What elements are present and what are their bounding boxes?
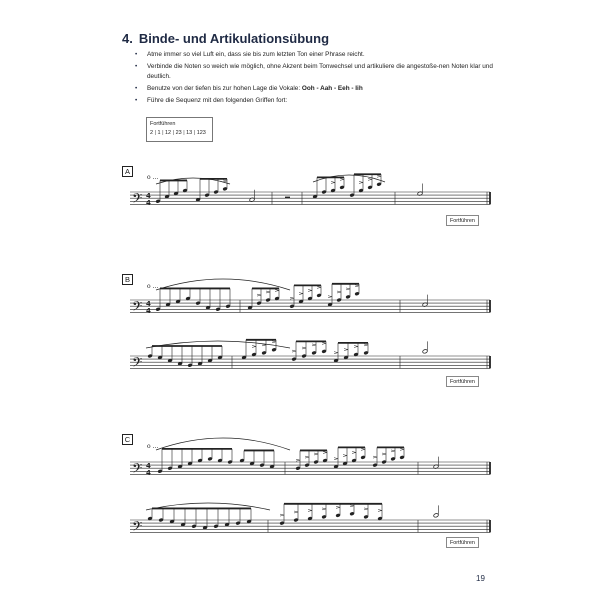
accent-mark: [272, 341, 276, 343]
time-signature: 4: [146, 468, 151, 477]
page-number: 19: [476, 574, 485, 583]
accent-mark: [354, 345, 358, 347]
accent-mark: [343, 455, 347, 457]
fingering-label: Fortführen: [150, 121, 176, 127]
grip: 23: [175, 130, 182, 136]
accent-mark: [322, 342, 326, 344]
staff-systems: [130, 174, 490, 537]
accent-mark: [355, 285, 359, 287]
bass-clef: 𝄢: [132, 460, 143, 480]
accent-mark: [346, 288, 350, 290]
grip-separator: |: [193, 130, 196, 136]
accent-mark: [391, 450, 395, 452]
accent-mark: [275, 289, 279, 291]
grip: 1: [157, 130, 161, 136]
accent-mark: [308, 509, 312, 511]
instruction-text: Atme immer so viel Luft ein, dass sie bis zum letzten Ton einer Phrase reicht.: [147, 51, 365, 58]
accent-mark: [299, 293, 303, 295]
accent-mark: [337, 291, 341, 293]
accent-mark: [331, 181, 335, 183]
bass-clef: 𝄢: [132, 298, 143, 318]
accent-mark: [308, 289, 312, 291]
half-note: [433, 513, 439, 518]
accent-mark: [352, 451, 356, 453]
exercise-marker-c: C: [122, 434, 133, 445]
accent-mark: [340, 178, 344, 180]
grip: 123: [196, 130, 206, 136]
section-number: 4.: [122, 31, 133, 46]
grip: 12: [165, 130, 172, 136]
grip: 13: [186, 130, 193, 136]
time-signature: 4: [146, 462, 151, 470]
grip-separator: |: [154, 130, 156, 136]
accent-mark: [322, 508, 326, 510]
grip: 2: [150, 130, 154, 136]
accent-mark: [305, 456, 309, 458]
accent-mark: [377, 175, 381, 177]
accent-mark: [382, 453, 386, 455]
accent-mark: [344, 349, 348, 351]
instruction-text: Benutze von der tiefen bis zur hohen Lage die Vokale:: [147, 84, 302, 92]
instruction-text: Führe die Sequenz mit den folgenden Griffen fort:: [147, 97, 288, 105]
accent-mark: [336, 506, 340, 508]
exercise-marker-a: A: [122, 166, 133, 177]
accent-mark: [290, 297, 294, 299]
accent-mark: [292, 350, 296, 352]
accent-mark: [312, 344, 316, 346]
accent-mark: [294, 511, 298, 513]
accent-mark: [223, 180, 227, 182]
accent-mark: [334, 458, 338, 460]
bass-clef: 𝄢: [132, 190, 143, 210]
accent-mark: [400, 448, 404, 450]
accent-mark: [364, 344, 368, 346]
accent-mark: [266, 291, 270, 293]
accent-mark: [361, 448, 365, 450]
dynamic-marking: o ...: [147, 283, 159, 290]
time-signature: 4: [146, 306, 151, 315]
grip-separator: |: [172, 130, 175, 136]
vowel-sequence: Ooh - Aah - Eeh - Iih: [301, 84, 363, 92]
continue-box-b: Fortführen: [446, 376, 479, 387]
accent-mark: [368, 178, 372, 180]
accent-mark: [323, 451, 327, 453]
grip-separator: |: [162, 130, 164, 136]
rest: [285, 197, 290, 199]
accent-mark: [334, 352, 338, 354]
dynamic-marking: o ...: [147, 174, 159, 181]
instruction-text: Verbinde die Noten so weich wie möglich, ohne Akzent beim Tonwechsel und artikuliere die angestoße-nen Noten klar und deutlich.: [147, 63, 493, 80]
bass-clef: 𝄢: [132, 354, 143, 374]
half-note: [422, 349, 428, 354]
accent-mark: [252, 345, 256, 347]
accent-mark: [296, 459, 300, 461]
time-signature: 4: [146, 300, 151, 308]
section-title: Binde- und Artikulationsübung: [138, 31, 330, 46]
grip-separator: |: [183, 130, 185, 136]
continue-box-a: Fortführen: [446, 215, 479, 226]
accent-mark: [364, 508, 368, 510]
slur: [146, 341, 290, 348]
continue-box-c: Fortführen: [446, 537, 479, 548]
accent-mark: [317, 286, 321, 288]
accent-mark: [378, 509, 382, 511]
accent-mark: [302, 347, 306, 349]
slur: [313, 175, 385, 182]
dynamic-marking: o ...: [147, 443, 159, 450]
time-signature: 4: [146, 198, 151, 207]
accent-mark: [280, 514, 284, 516]
accent-mark: [359, 181, 363, 183]
exercise-marker-b: B: [122, 274, 133, 285]
accent-mark: [328, 296, 332, 298]
accent-mark: [373, 456, 377, 458]
accent-mark: [350, 505, 354, 507]
accent-mark: [257, 294, 261, 296]
time-signature: 4: [146, 192, 151, 200]
bass-clef: 𝄢: [132, 518, 143, 538]
accent-mark: [314, 453, 318, 455]
